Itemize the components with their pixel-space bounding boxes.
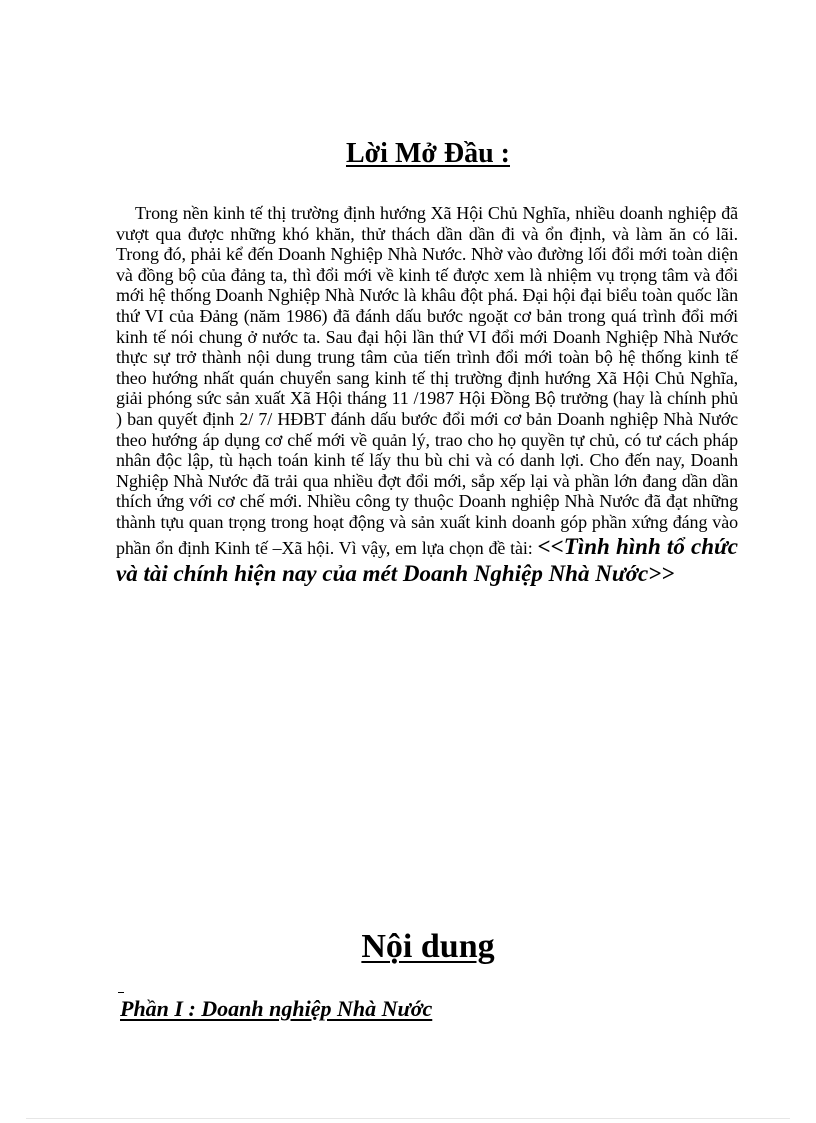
- part-heading: Phần I : Doanh nghiệp Nhà Nước: [120, 996, 433, 1021]
- page-bottom-divider: [26, 1118, 790, 1119]
- topic-title: <<Tình hình tổ chức và tài chính hiện nay của mét Doanh Nghiệp Nhà Nước>>: [116, 533, 738, 586]
- intro-heading: Lời Mở Đầu :: [345, 138, 510, 169]
- intro-paragraph: [116, 203, 738, 587]
- content-heading: Nội dung: [361, 928, 495, 965]
- intro-paragraph-text: Trong nền kinh tế thị trường định hướng Xã Hội Chủ Nghĩa, nhiều doanh nghiệp đã vượt qua được những khó khăn, thử thách dần dần đi và ổn định, và làm ăn có lãi. Trong đó, phải kể đến Doanh Nghiệp Nhà Nước. Nhờ vào đường lối đổi mới toàn diện và đồng bộ của đảng ta, thì đổi mới về kinh tế được xem là nhiệm vụ trọng tâm và đổi mới hệ thống Doanh Nghiệp Nhà Nước là khâu đột phá. Đại hội đại biểu toàn quốc lần thứ VI của Đảng (năm 1986) đã đánh dấu bước ngoặt cơ bản trong quá trình đổi mới kinh tế nói chung ở nước ta. Sau đại hội lần thứ VI đổi mới Doanh Nghiệp Nhà Nước thực sự trở thành nội dung trung tâm của tiến trình đổi mới toàn bộ hệ thống kinh tế theo hướng nhất quán chuyển sang kinh tế thị trường định hướng Xã Hội Chủ Nghĩa, giải phóng sức sản xuất Xã Hội tháng 11 /1987 Hội Đồng Bộ trưởng (hay là chính phủ ) ban quyết định 2/ 7/ HĐBT đánh dấu bước đổi mới cơ bản Doanh nghiệp Nhà Nước theo hướng áp dụng cơ chế mới về quản lý, trao cho họ quyền tự chủ, có tư cách pháp nhân độc lập, tù hạch toán kinh tế lấy thu bù chi và có danh lợi. Cho đến nay, Doanh Nghiệp Nhà Nước đã trải qua nhiều đợt đổi mới, sắp xếp lại và phần lớn đang dần dần thích ứng với cơ chế mới. Nhiều công ty thuộc Doanh nghiệp Nhà Nước đã đạt những thành tựu quan trọng trong hoạt động và sản xuất kinh doanh góp phần xứng đáng vào phần ổn định Kinh tế –Xã hội. Vì vậy, em lựa chọn đề tài:: [116, 203, 738, 558]
- small-tick-mark: [118, 992, 124, 993]
